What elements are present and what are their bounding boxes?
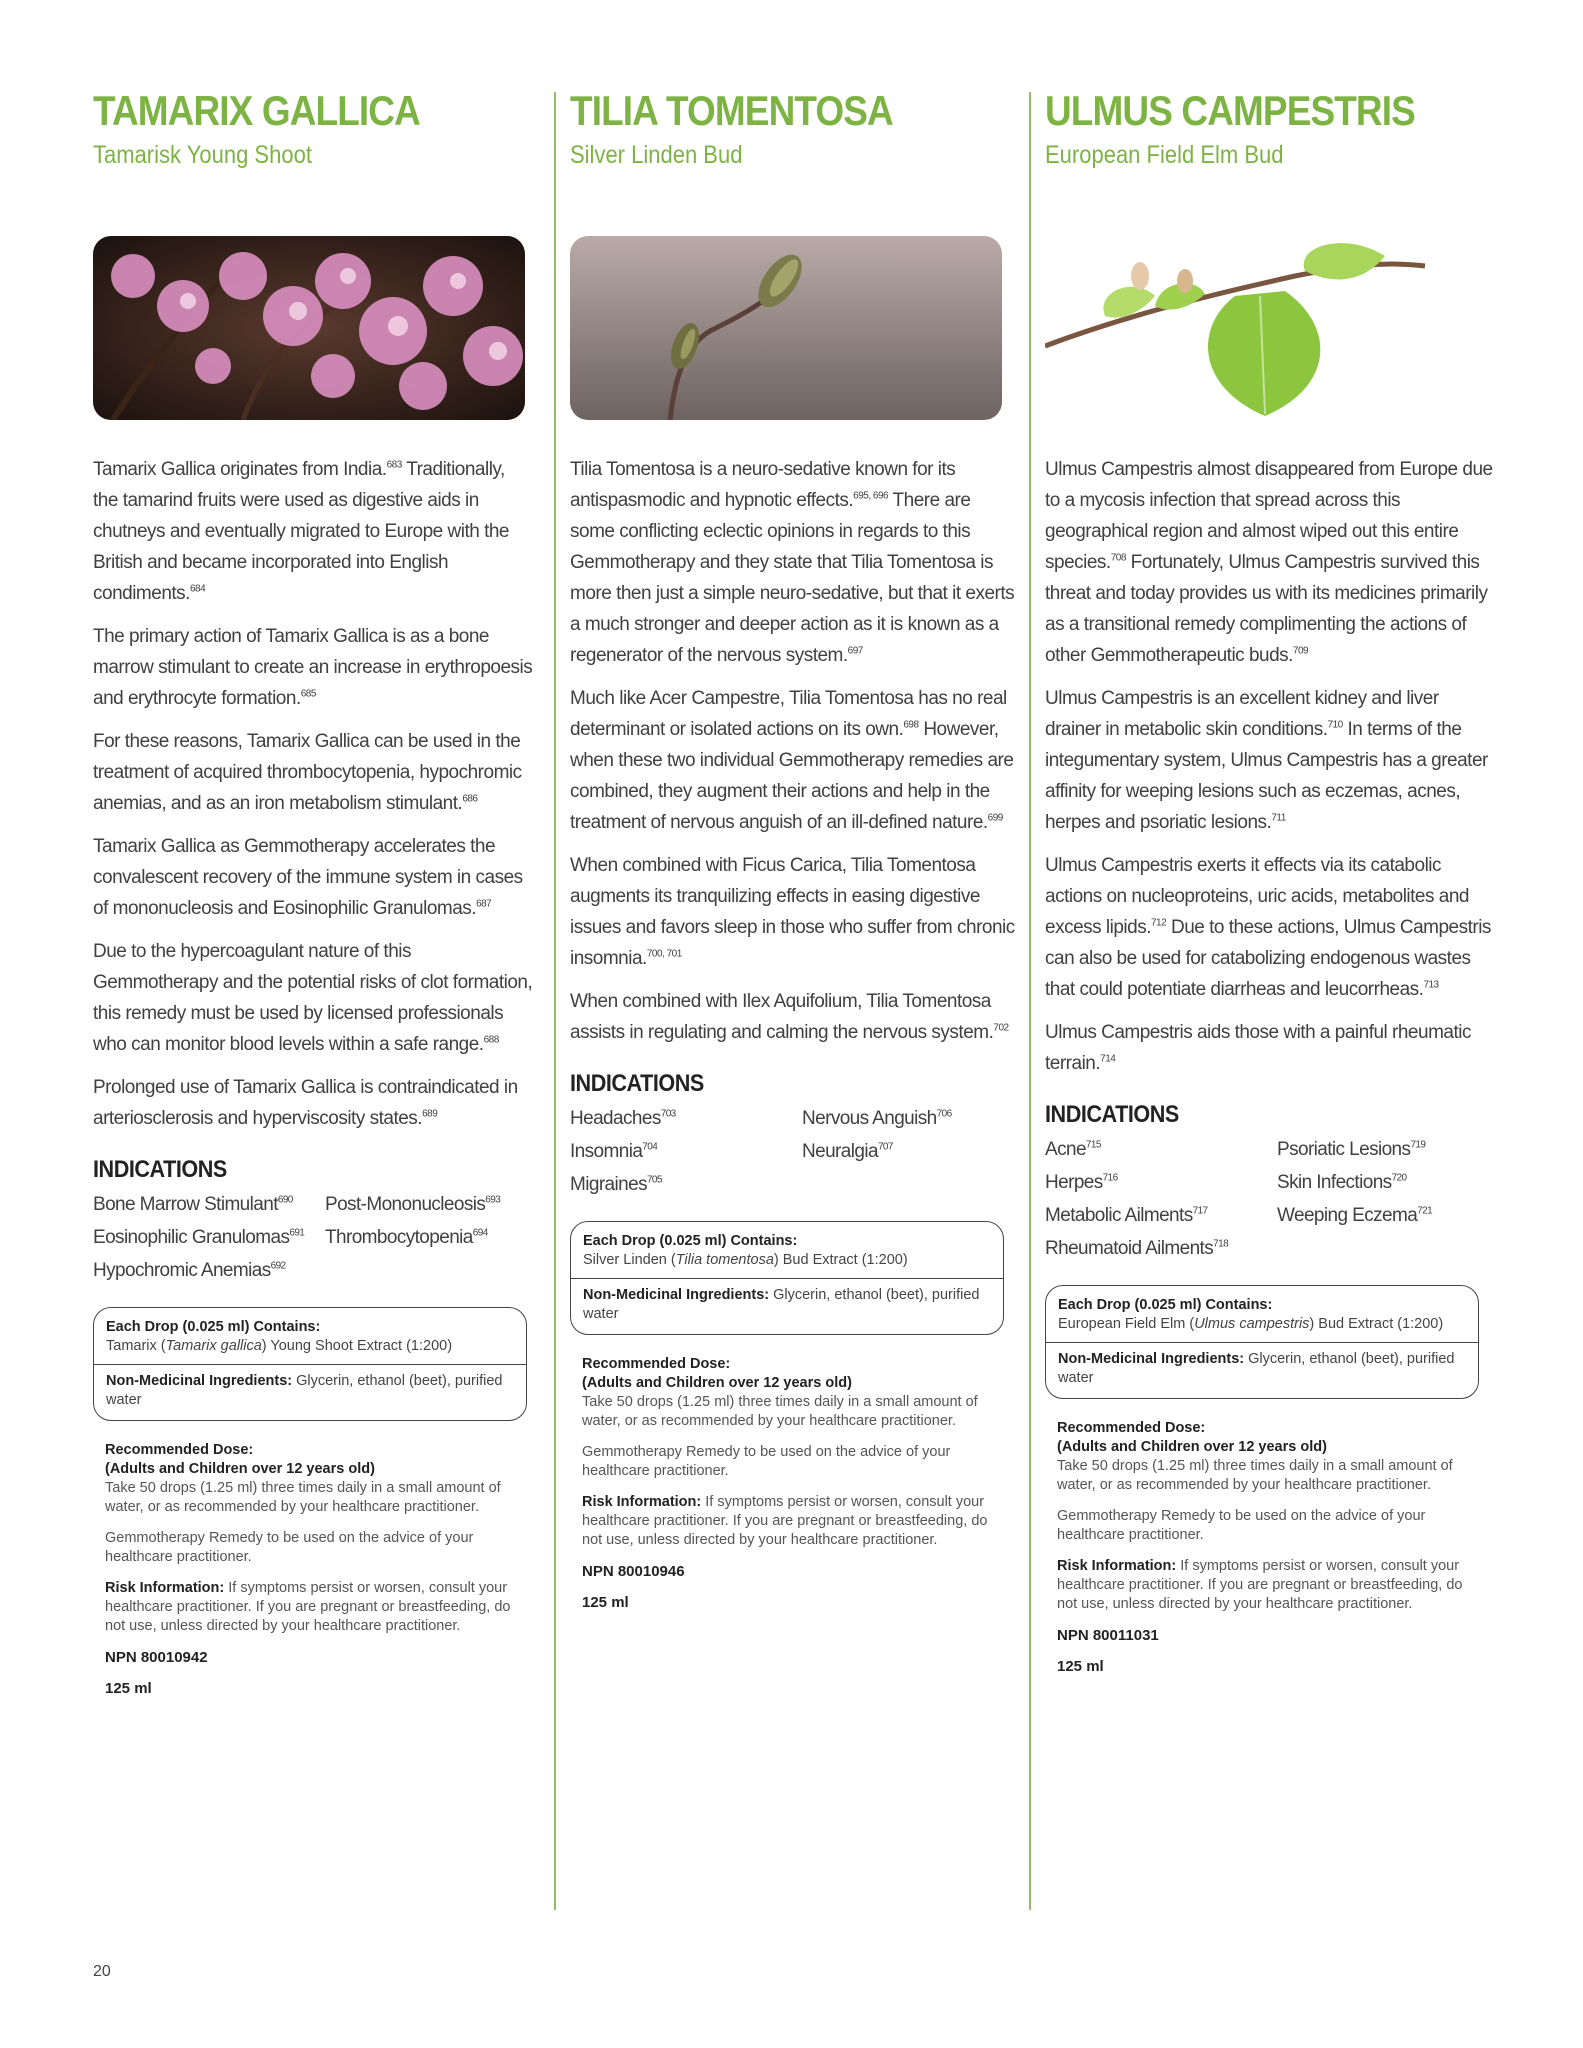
footnote-ref: 684: [189, 583, 206, 595]
nonmed-label: Non-Medicinal Ingredients:: [106, 1373, 293, 1389]
footnote-ref: 704: [642, 1141, 658, 1153]
contains-label: Each Drop (0.025 ml) Contains:: [1058, 1297, 1273, 1313]
dose-text: Take 50 drops (1.25 ml) three times daily in a small amount of water, or as recommended by your healthcare practitioner.: [582, 1394, 978, 1429]
advice-text: Gemmotherapy Remedy to be used on the advice of your healthcare practitioner.: [1057, 1508, 1426, 1543]
linden-bud-photo: [570, 236, 1002, 420]
indications-list: [570, 1102, 1018, 1201]
contains-label: Each Drop (0.025 ml) Contains:: [583, 1233, 798, 1249]
dose-age: (Adults and Children over 12 years old): [582, 1375, 852, 1391]
nonmed-label: Non-Medicinal Ingredients:: [1058, 1351, 1245, 1367]
footnote-ref: 694: [472, 1227, 488, 1239]
footnote-ref: 714: [1100, 1053, 1116, 1065]
page-number: 20: [93, 1963, 111, 1980]
description-paragraph: For these reasons, Tamarix Gallica can be used in the treatment of acquired thrombocytopenia, hypochromic anemias, and as an iron metabolism stimulant.$^{686}$: [93, 731, 522, 814]
latin-name: Ulmus campestris: [1194, 1316, 1310, 1332]
footnote-ref: 683: [386, 459, 402, 471]
npn-number: NPN 80011031: [1057, 1627, 1159, 1644]
description-paragraph: Tamarix Gallica originates from India.$^{683}$ Traditionally, the tamarind fruits were used as digestive aids in chutneys and eventually migrated to Europe with the British and became incorporated into English condiments.$^{684}$: [93, 459, 509, 604]
description-paragraph: Prolonged use of Tamarix Gallica is contraindicated in arteriosclerosis and hyperviscosity states.$^{689}$: [93, 1077, 518, 1129]
footnote-ref: 690: [277, 1194, 293, 1206]
dose-text: Take 50 drops (1.25 ml) three times daily in a small amount of water, or as recommended by your healthcare practitioner.: [1057, 1458, 1453, 1493]
description-paragraph: The primary action of Tamarix Gallica is as a bone marrow stimulant to create an increase in erythropoesis and erythrocyte formation.$^{685}$: [93, 626, 533, 709]
indication-item: Migraines$^{705}$: [570, 1174, 662, 1195]
description-paragraph: When combined with Ilex Aquifolium, Tilia Tomentosa assists in regulating and calming the nervous system.$^{702}$: [570, 991, 1009, 1043]
indication-item: Herpes$^{716}$: [1045, 1172, 1118, 1193]
contains-text: Tamarix (Tamarix gallica) Young Shoot Extract (1:200): [106, 1338, 453, 1354]
footnote-ref: 685: [300, 688, 316, 700]
indications-list: [1045, 1133, 1493, 1265]
nonmed-text: Glycerin, ethanol (beet), purified water: [106, 1373, 503, 1408]
footnote-ref: 713: [1423, 979, 1439, 991]
indications-heading: INDICATIONS: [570, 1070, 704, 1097]
footnote-ref: 707: [877, 1141, 893, 1153]
footnote-ref: 692: [270, 1260, 286, 1272]
risk-text: If symptoms persist or worsen, consult your healthcare practitioner. If you are pregnant or breastfeeding, do not use, unless directed by your healthcare practitioner.: [105, 1580, 511, 1634]
footnote-ref: 691: [289, 1227, 305, 1239]
nonmed-text: Glycerin, ethanol (beet), purified water: [583, 1287, 980, 1322]
indication-item: Hypochromic Anemias$^{692}$: [93, 1260, 286, 1281]
footnote-ref: 708: [1110, 552, 1126, 564]
dose-label: Recommended Dose:: [105, 1442, 254, 1458]
footnote-ref: 705: [646, 1174, 662, 1186]
latin-name: Tamarix gallica: [165, 1338, 262, 1354]
nonmed-label: Non-Medicinal Ingredients:: [583, 1287, 770, 1303]
footnote-ref: 699: [987, 812, 1003, 824]
footnote-ref: 709: [1292, 645, 1309, 657]
indications-heading: INDICATIONS: [1045, 1101, 1179, 1128]
footnote-ref: 703: [660, 1108, 676, 1120]
description-paragraph: When combined with Ficus Carica, Tilia Tomentosa augments its tranquilizing effects in easing digestive issues and favors sleep in those who suffer from chronic insomnia.$^{700, 701}$: [570, 855, 1015, 969]
volume: 125 ml: [105, 1680, 152, 1697]
footnote-ref: 706: [936, 1108, 952, 1120]
dosage-info: [570, 1355, 1002, 1612]
footnote-ref: 686: [462, 793, 478, 805]
footnote-ref: 715: [1085, 1139, 1101, 1151]
indications-heading: INDICATIONS: [93, 1156, 227, 1183]
npn-number: NPN 80010946: [582, 1563, 685, 1580]
indication-item: Eosinophilic Granulomas$^{691}$: [93, 1227, 305, 1248]
dose-label: Recommended Dose:: [582, 1356, 731, 1372]
description-paragraph: Ulmus Campestris is an excellent kidney and liver drainer in metabolic skin conditions.$^{710}$ In terms of the integumentary system, Ulmus Campestris has a greater affinity for weeping lesions such as eczemas, acnes, herpes and psoriatic lesions.$^{711}$: [1045, 688, 1488, 833]
dose-label: Recommended Dose:: [1057, 1420, 1206, 1436]
ingredients-box: [1045, 1285, 1479, 1399]
dose-age: (Adults and Children over 12 years old): [105, 1461, 375, 1477]
footnote-ref: 719: [1410, 1139, 1426, 1151]
risk-text: If symptoms persist or worsen, consult your healthcare practitioner. If you are pregnant or breastfeeding, do not use, unless directed by your healthcare practitioner.: [582, 1494, 988, 1548]
remedy-description: [93, 454, 533, 1134]
indications-list: [93, 1188, 533, 1287]
indication-item: Rheumatoid Ailments$^{718}$: [1045, 1238, 1229, 1259]
footnote-ref: 700, 701: [646, 948, 682, 960]
remedy-description: [570, 454, 1018, 1048]
footnote-ref: 688: [483, 1034, 499, 1046]
footnote-ref: 695, 696: [853, 490, 889, 502]
dose-text: Take 50 drops (1.25 ml) three times daily in a small amount of water, or as recommended by your healthcare practitioner.: [105, 1480, 501, 1515]
ingredients-box: [93, 1307, 527, 1421]
contains-text: Silver Linden (Tilia tomentosa) Bud Extract (1:200): [583, 1252, 908, 1268]
indication-item: Thrombocytopenia$^{694}$: [325, 1227, 488, 1248]
footnote-ref: 721: [1417, 1205, 1433, 1217]
description-paragraph: Much like Acer Campestre, Tilia Tomentosa has no real determinant or isolated actions on its own.$^{698}$ However, when these two individual Gemmotherapy remedies are combined, they augment their actions and help in the treatment of nervous anguish of an ill-defined nature.$^{699}$: [570, 688, 1014, 833]
footnote-ref: 720: [1391, 1172, 1407, 1184]
indication-item: Neuralgia$^{707}$: [802, 1141, 893, 1162]
footnote-ref: 698: [903, 719, 919, 731]
footnote-ref: 717: [1192, 1205, 1208, 1217]
indication-item: Metabolic Ailments$^{717}$: [1045, 1205, 1208, 1226]
description-paragraph: Tilia Tomentosa is a neuro-sedative known for its antispasmodic and hypnotic effects.$^{695, 696}$ There are some conflicting eclectic opinions in regards to this Gemmotherapy and they state that Tilia Tomentosa is more then just a simple neuro-sedative, but that it exerts a much stronger and deeper action as it is known as a regenerator of the nervous system.$^{697}$: [570, 459, 1015, 666]
risk-label: Risk Information:: [105, 1580, 225, 1596]
ingredients-box: [570, 1221, 1004, 1335]
remedy-title: TAMARIX GALLICA: [93, 87, 420, 134]
indication-item: Acne$^{715}$: [1045, 1139, 1101, 1160]
risk-label: Risk Information:: [582, 1494, 702, 1510]
risk-label: Risk Information:: [1057, 1558, 1177, 1574]
description-paragraph: Tamarix Gallica as Gemmotherapy accelerates the convalescent recovery of the immune system in cases of mononucleosis and Eosinophilic Granulomas.$^{687}$: [93, 836, 523, 919]
footnote-ref: 687: [476, 898, 492, 910]
footnote-ref: 710: [1327, 719, 1343, 731]
indication-item: Insomnia$^{704}$: [570, 1141, 658, 1162]
nonmed-text: Glycerin, ethanol (beet), purified water: [1058, 1351, 1455, 1386]
indication-item: Psoriatic Lesions$^{719}$: [1277, 1139, 1426, 1160]
advice-text: Gemmotherapy Remedy to be used on the advice of your healthcare practitioner.: [582, 1444, 951, 1479]
advice-text: Gemmotherapy Remedy to be used on the advice of your healthcare practitioner.: [105, 1530, 474, 1565]
indication-item: Headaches$^{703}$: [570, 1108, 676, 1129]
indication-item: Post-Mononucleosis$^{693}$: [325, 1194, 501, 1215]
footnote-ref: 712: [1151, 917, 1167, 929]
dosage-info: [93, 1441, 525, 1698]
npn-number: NPN 80010942: [105, 1649, 208, 1666]
description-paragraph: Due to the hypercoagulant nature of this Gemmotherapy and the potential risks of clot formation, this remedy must be used by licensed professionals who can monitor blood levels within a safe range.$^{688}$: [93, 941, 533, 1055]
remedy-column-tilia: [556, 0, 1018, 1920]
contains-text: European Field Elm (Ulmus campestris) Bud Extract (1:200): [1058, 1316, 1444, 1332]
footnote-ref: 711: [1271, 812, 1286, 824]
footnote-ref: 718: [1213, 1238, 1229, 1250]
footnote-ref: 702: [993, 1022, 1009, 1034]
elm-leaf-photo: [1045, 236, 1477, 420]
indication-item: Weeping Eczema$^{721}$: [1277, 1205, 1433, 1226]
tamarisk-flowers-photo: [93, 236, 525, 420]
latin-name: Tilia tomentosa: [675, 1252, 774, 1268]
footnote-ref: 689: [422, 1108, 438, 1120]
remedy-subtitle: Tamarisk Young Shoot: [93, 141, 312, 169]
indication-item: Bone Marrow Stimulant$^{690}$: [93, 1194, 293, 1215]
description-paragraph: Ulmus Campestris almost disappeared from Europe due to a mycosis infection that spread across this geographical region and almost wiped out this entire species.$^{708}$ Fortunately, Ulmus Campestris survived this threat and today provides us with its medicines primarily as a transitional remedy complimenting the actions of other Gemmotherapeutic buds.$^{709}$: [1045, 459, 1493, 666]
dosage-info: [1045, 1419, 1477, 1676]
contains-label: Each Drop (0.025 ml) Contains:: [106, 1319, 321, 1335]
remedy-column-ulmus: [1031, 0, 1493, 1920]
remedy-subtitle: Silver Linden Bud: [570, 141, 743, 169]
indication-item: Nervous Anguish$^{706}$: [802, 1108, 952, 1129]
volume: 125 ml: [582, 1594, 629, 1611]
description-paragraph: Ulmus Campestris aids those with a painful rheumatic terrain.$^{714}$: [1045, 1022, 1471, 1074]
indication-item: Skin Infections$^{720}$: [1277, 1172, 1407, 1193]
description-paragraph: Ulmus Campestris exerts it effects via its catabolic actions on nucleoproteins, uric acids, metabolites and excess lipids.$^{712}$ Due to these actions, Ulmus Campestris can also be used for catabolizing endogenous wastes that could potentiate diarrheas and leucorrheas.$^{713}$: [1045, 855, 1491, 1000]
remedy-column-tamarix: [93, 0, 533, 1920]
footnote-ref: 716: [1102, 1172, 1118, 1184]
volume: 125 ml: [1057, 1658, 1104, 1675]
remedy-description: [1045, 454, 1493, 1079]
remedy-title: ULMUS CAMPESTRIS: [1045, 87, 1415, 134]
dose-age: (Adults and Children over 12 years old): [1057, 1439, 1327, 1455]
remedy-subtitle: European Field Elm Bud: [1045, 141, 1284, 169]
footnote-ref: 693: [485, 1194, 501, 1206]
footnote-ref: 697: [847, 645, 863, 657]
risk-text: If symptoms persist or worsen, consult your healthcare practitioner. If you are pregnant or breastfeeding, do not use, unless directed by your healthcare practitioner.: [1057, 1558, 1463, 1612]
remedy-title: TILIA TOMENTOSA: [570, 87, 893, 134]
